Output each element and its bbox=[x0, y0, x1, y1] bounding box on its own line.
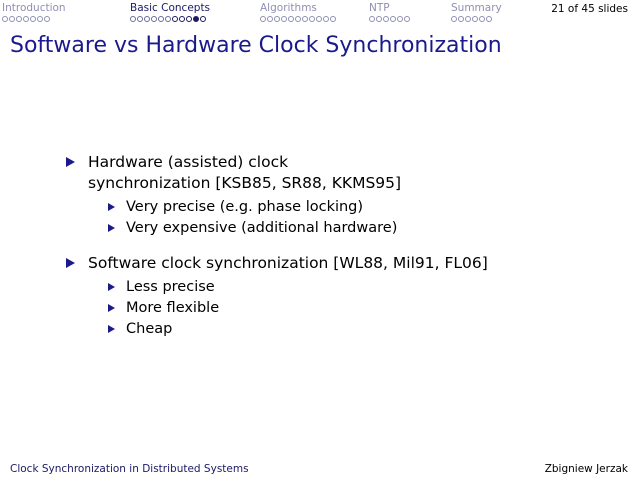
sub-bullet-triangle-icon bbox=[108, 325, 115, 333]
sub-bullet-item bbox=[108, 277, 606, 298]
nav-section-label: NTP bbox=[369, 2, 390, 14]
nav-dot[interactable] bbox=[486, 16, 492, 22]
nav-dot[interactable] bbox=[172, 16, 178, 22]
nav-dot[interactable] bbox=[165, 16, 171, 22]
nav-dot[interactable] bbox=[9, 16, 15, 22]
sub-bullet-item bbox=[108, 319, 606, 340]
nav-section-label: Algorithms bbox=[260, 2, 317, 14]
nav-dot[interactable] bbox=[274, 16, 280, 22]
nav-dot[interactable] bbox=[2, 16, 8, 22]
nav-dot[interactable] bbox=[390, 16, 396, 22]
nav-section-dots bbox=[130, 16, 210, 24]
nav-dot[interactable] bbox=[186, 16, 192, 22]
nav-dot[interactable] bbox=[330, 16, 336, 22]
bullet-item-software bbox=[66, 253, 606, 340]
sub-bullet-triangle-icon bbox=[108, 283, 115, 291]
slide-title: Software vs Hardware Clock Synchronization bbox=[10, 33, 502, 58]
nav-dot[interactable] bbox=[383, 16, 389, 22]
footer-author: Zbigniew Jerzak bbox=[544, 463, 628, 475]
navigation-bar bbox=[0, 0, 638, 28]
nav-dot[interactable] bbox=[44, 16, 50, 22]
sub-bullet-triangle-icon bbox=[108, 304, 115, 312]
nav-section-algorithms[interactable] bbox=[260, 3, 337, 24]
nav-section-basic-concepts[interactable] bbox=[130, 3, 210, 24]
nav-dot[interactable] bbox=[23, 16, 29, 22]
nav-dot[interactable] bbox=[179, 16, 185, 22]
sub-bullet-text: Less precise bbox=[126, 279, 215, 295]
nav-dot[interactable] bbox=[397, 16, 403, 22]
nav-dot[interactable] bbox=[30, 16, 36, 22]
nav-section-introduction[interactable] bbox=[2, 3, 66, 24]
sub-bullet-item bbox=[108, 298, 606, 319]
nav-dot[interactable] bbox=[295, 16, 301, 22]
nav-section-ntp[interactable] bbox=[369, 3, 411, 24]
nav-section-label: Introduction bbox=[2, 2, 66, 14]
slide-content bbox=[66, 152, 606, 354]
sub-bullet-text: Very precise (e.g. phase locking) bbox=[126, 199, 364, 215]
sub-bullet-text: Cheap bbox=[126, 321, 173, 337]
nav-dot[interactable] bbox=[37, 16, 43, 22]
nav-dot[interactable] bbox=[404, 16, 410, 22]
nav-dot[interactable] bbox=[479, 16, 485, 22]
nav-dot[interactable] bbox=[369, 16, 375, 22]
sub-bullet-triangle-icon bbox=[108, 203, 115, 211]
nav-dot[interactable] bbox=[288, 16, 294, 22]
nav-section-dots bbox=[260, 16, 337, 24]
nav-section-dots bbox=[451, 16, 502, 24]
footer-presentation-title[interactable]: Clock Synchronization in Distributed Systems bbox=[10, 463, 249, 475]
nav-dot[interactable] bbox=[323, 16, 329, 22]
nav-dot[interactable] bbox=[16, 16, 22, 22]
sub-bullet-item bbox=[108, 197, 606, 218]
nav-dot[interactable] bbox=[137, 16, 143, 22]
sub-bullet-triangle-icon bbox=[108, 224, 115, 232]
sub-bullet-text: Very expensive (additional hardware) bbox=[126, 220, 398, 236]
bullet-text-line-1: Software clock synchronization [WL88, Mil91, FL06] bbox=[88, 254, 488, 272]
nav-dot[interactable] bbox=[130, 16, 136, 22]
nav-dot[interactable] bbox=[472, 16, 478, 22]
nav-dot[interactable] bbox=[144, 16, 150, 22]
slide-counter: 21 of 45 slides bbox=[551, 3, 628, 15]
nav-dot[interactable] bbox=[458, 16, 464, 22]
bullet-text-line-2: synchronization [KSB85, SR88, KKMS95] bbox=[88, 174, 402, 192]
bullet-item-hardware bbox=[66, 152, 606, 239]
nav-dot[interactable] bbox=[158, 16, 164, 22]
nav-dot[interactable] bbox=[200, 16, 206, 22]
nav-dot[interactable] bbox=[376, 16, 382, 22]
nav-dot[interactable] bbox=[281, 16, 287, 22]
nav-dot[interactable] bbox=[451, 16, 457, 22]
nav-section-dots bbox=[369, 16, 411, 24]
nav-section-label: Summary bbox=[451, 2, 502, 14]
sub-list bbox=[88, 277, 606, 340]
nav-section-label: Basic Concepts bbox=[130, 2, 211, 14]
nav-dot[interactable] bbox=[267, 16, 273, 22]
nav-dot-current[interactable] bbox=[193, 16, 199, 22]
bullet-triangle-icon bbox=[66, 258, 75, 268]
nav-dot[interactable] bbox=[316, 16, 322, 22]
nav-dot[interactable] bbox=[151, 16, 157, 22]
sub-bullet-text: More flexible bbox=[126, 300, 220, 316]
sub-list bbox=[88, 197, 606, 239]
bullet-triangle-icon bbox=[66, 157, 75, 167]
nav-dot[interactable] bbox=[260, 16, 266, 22]
nav-section-summary[interactable] bbox=[451, 3, 502, 24]
sub-bullet-item bbox=[108, 218, 606, 239]
nav-dot[interactable] bbox=[465, 16, 471, 22]
nav-section-dots bbox=[2, 16, 66, 24]
nav-dot[interactable] bbox=[309, 16, 315, 22]
bullet-text-line-1: Hardware (assisted) clock bbox=[88, 153, 289, 171]
nav-dot[interactable] bbox=[302, 16, 308, 22]
